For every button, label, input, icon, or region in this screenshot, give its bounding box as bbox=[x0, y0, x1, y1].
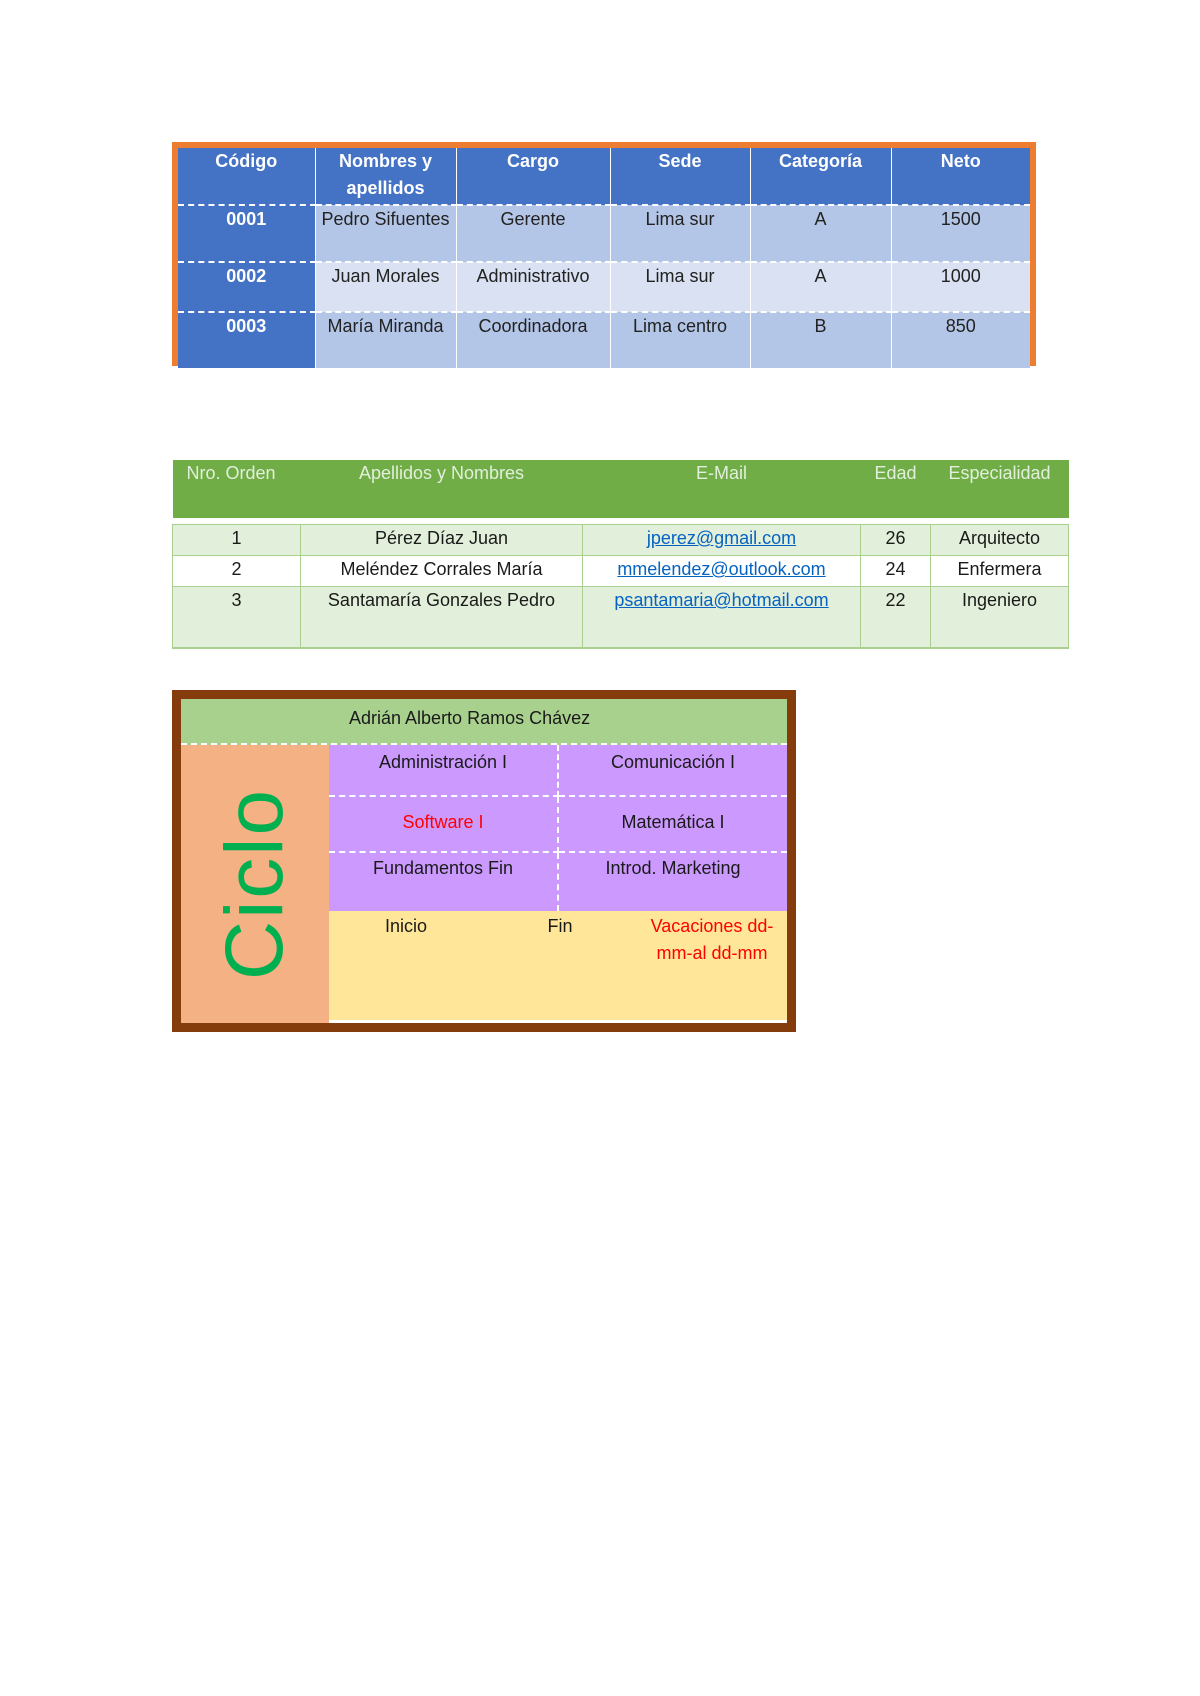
course-comunicacion: Comunicación I bbox=[559, 745, 787, 797]
header-codigo: Código bbox=[178, 148, 315, 205]
cell-codigo: 0001 bbox=[178, 205, 315, 262]
cell-nombre: Pérez Díaz Juan bbox=[301, 525, 583, 556]
cell-categoria: B bbox=[750, 312, 891, 368]
cell-nombres: Pedro Sifuentes bbox=[315, 205, 456, 262]
cell-codigo: 0002 bbox=[178, 262, 315, 312]
cell-especialidad: Enfermera bbox=[931, 556, 1069, 587]
cell-edad: 22 bbox=[861, 587, 931, 649]
student-name: Adrián Alberto Ramos Chávez bbox=[181, 699, 787, 745]
header-edad: Edad bbox=[861, 460, 931, 518]
cell-especialidad: Ingeniero bbox=[931, 587, 1069, 649]
schedule-frame bbox=[172, 690, 796, 1032]
cell-email bbox=[583, 525, 861, 556]
cell-nombres: María Miranda bbox=[315, 312, 456, 368]
table-row bbox=[173, 556, 1069, 587]
cell-cargo: Gerente bbox=[456, 205, 610, 262]
dates-divider bbox=[329, 1020, 787, 1023]
header-cargo: Cargo bbox=[456, 148, 610, 205]
employee-table-frame bbox=[172, 142, 1036, 366]
header-nro-orden: Nro. Orden bbox=[173, 460, 301, 518]
cell-nro: 1 bbox=[173, 525, 301, 556]
schedule-body bbox=[181, 699, 787, 1023]
course-fundamentos: Fundamentos Fin bbox=[329, 853, 559, 911]
course-matematica: Matemática I bbox=[559, 797, 787, 853]
cell-edad: 26 bbox=[861, 525, 931, 556]
cell-edad: 24 bbox=[861, 556, 931, 587]
header-apellidos-nombres: Apellidos y Nombres bbox=[301, 460, 583, 518]
ciclo-label: Ciclo bbox=[209, 787, 301, 981]
cell-email bbox=[583, 587, 861, 649]
course-software: Software I bbox=[329, 797, 559, 853]
email-link[interactable]: jperez@gmail.com bbox=[646, 528, 797, 548]
table-row bbox=[173, 587, 1069, 649]
cell-email bbox=[583, 556, 861, 587]
cell-cargo: Administrativo bbox=[456, 262, 610, 312]
cell-categoria: A bbox=[750, 262, 891, 312]
contacts-table-frame bbox=[172, 460, 1068, 649]
table-row bbox=[178, 205, 1030, 262]
header-neto: Neto bbox=[891, 148, 1030, 205]
cell-nombre: Meléndez Corrales María bbox=[301, 556, 583, 587]
table-row bbox=[178, 312, 1030, 368]
ciclo-cell bbox=[181, 745, 329, 1023]
fin-label: Fin bbox=[547, 916, 573, 936]
cell-nro: 3 bbox=[173, 587, 301, 649]
cell-neto: 1500 bbox=[891, 205, 1030, 262]
cell-sede: Lima centro bbox=[610, 312, 750, 368]
contacts-table-header bbox=[173, 460, 1069, 518]
cell-sede: Lima sur bbox=[610, 262, 750, 312]
table-row bbox=[173, 525, 1069, 556]
cell-nombres: Juan Morales bbox=[315, 262, 456, 312]
header-especialidad: Especialidad bbox=[931, 460, 1069, 518]
email-link[interactable]: mmelendez@outlook.com bbox=[617, 559, 826, 579]
cell-neto: 850 bbox=[891, 312, 1030, 368]
header-nombres: Nombres y apellidos bbox=[315, 148, 456, 205]
header-sede: Sede bbox=[610, 148, 750, 205]
employee-table bbox=[178, 148, 1030, 368]
course-administracion: Administración I bbox=[329, 745, 559, 797]
dates-row bbox=[329, 911, 787, 1023]
courses-grid bbox=[329, 745, 787, 911]
contacts-table bbox=[172, 460, 1069, 649]
cell-nro: 2 bbox=[173, 556, 301, 587]
cell-categoria: A bbox=[750, 205, 891, 262]
cell-sede: Lima sur bbox=[610, 205, 750, 262]
header-email: E-Mail bbox=[583, 460, 861, 518]
cell-codigo: 0003 bbox=[178, 312, 315, 368]
email-link[interactable]: psantamaria@hotmail.com bbox=[614, 590, 829, 610]
employee-table-header bbox=[178, 148, 1030, 205]
table-row bbox=[178, 262, 1030, 312]
header-categoria: Categoría bbox=[750, 148, 891, 205]
cell-especialidad: Arquitecto bbox=[931, 525, 1069, 556]
inicio-label: Inicio bbox=[384, 916, 428, 936]
cell-nombre: Santamaría Gonzales Pedro bbox=[301, 587, 583, 649]
cell-cargo: Coordinadora bbox=[456, 312, 610, 368]
course-marketing: Introd. Marketing bbox=[605, 858, 741, 878]
cell-neto: 1000 bbox=[891, 262, 1030, 312]
vacaciones-label: Vacaciones dd-mm-al dd-mm bbox=[650, 916, 774, 963]
